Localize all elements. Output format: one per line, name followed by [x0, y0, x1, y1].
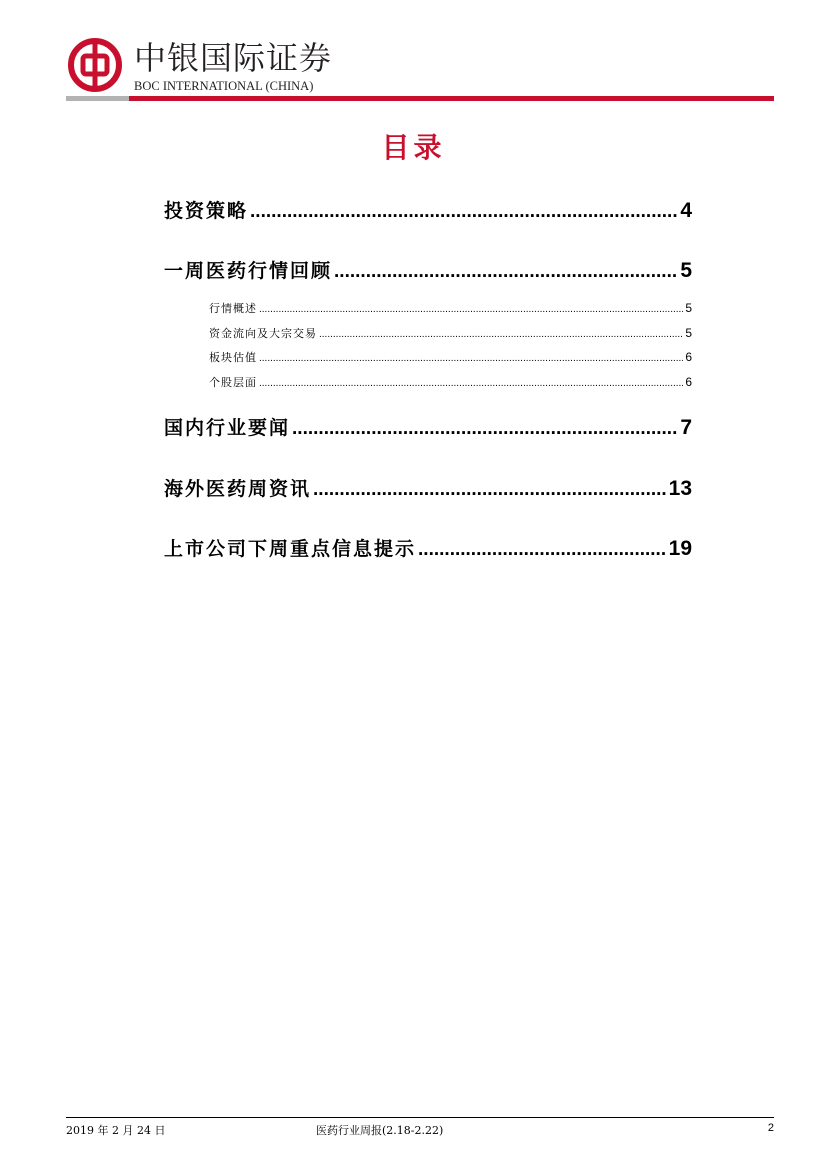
- brand-name-en: BOC INTERNATIONAL (CHINA): [134, 79, 314, 93]
- header-rule-red: [129, 96, 774, 101]
- toc-item-page: 13: [668, 477, 692, 500]
- header-rule-grey: [66, 96, 129, 101]
- toc-item-page: 19: [668, 537, 692, 560]
- toc-item-label: 板块估值: [209, 351, 257, 364]
- toc-item-weekly-review[interactable]: [164, 256, 692, 283]
- toc-leader-dots: [259, 351, 683, 364]
- footer-report-title: 医药行业周报(2.18-2.22): [316, 1124, 444, 1137]
- footer-page-number: 2: [767, 1122, 774, 1134]
- toc-leader-dots: [418, 538, 667, 561]
- toc-item-capital-flow[interactable]: [209, 325, 692, 341]
- footer-rule: [66, 1117, 774, 1118]
- toc-item-page: 6: [685, 350, 692, 364]
- footer-date: 2019 年 2 月 24 日: [66, 1124, 166, 1137]
- brand-name-cn: 中银国际证券: [134, 39, 333, 77]
- toc-leader-dots: [319, 327, 683, 340]
- toc-item-overseas-news[interactable]: [164, 474, 692, 501]
- toc-item-investment-strategy[interactable]: [164, 196, 692, 223]
- toc-item-page: 5: [685, 326, 692, 340]
- toc-item-page: 7: [680, 416, 692, 439]
- toc-leader-dots: [313, 478, 667, 501]
- toc-leader-dots: [292, 417, 678, 440]
- toc-item-page: 4: [680, 199, 692, 222]
- toc-item-stock-level[interactable]: [209, 374, 692, 390]
- toc-item-market-overview[interactable]: [209, 300, 692, 316]
- toc-item-label: 个股层面: [209, 376, 257, 389]
- toc-item-label: 国内行业要闻: [164, 417, 291, 439]
- toc-item-label: 一周医药行情回顾: [164, 260, 333, 282]
- toc-leader-dots: [334, 260, 678, 283]
- toc-item-label: 海外医药周资讯: [164, 478, 312, 500]
- toc-leader-dots: [259, 302, 683, 315]
- toc-item-domestic-news[interactable]: [164, 413, 692, 440]
- toc-item-page: 6: [685, 375, 692, 389]
- boc-logo-icon: [68, 38, 122, 92]
- toc-item-company-notices[interactable]: [164, 534, 692, 561]
- toc-item-page: 5: [685, 301, 692, 315]
- toc-item-label: 投资策略: [164, 200, 249, 222]
- toc-item-label: 上市公司下周重点信息提示: [164, 538, 417, 560]
- toc-leader-dots: [259, 376, 683, 389]
- toc-item-label: 资金流向及大宗交易: [209, 327, 317, 340]
- page-title: 目录: [381, 131, 446, 164]
- toc-item-page: 5: [680, 259, 692, 282]
- toc-item-sector-valuation[interactable]: [209, 349, 692, 365]
- page-header: [66, 38, 774, 104]
- toc-item-label: 行情概述: [209, 302, 257, 315]
- toc-leader-dots: [250, 200, 678, 223]
